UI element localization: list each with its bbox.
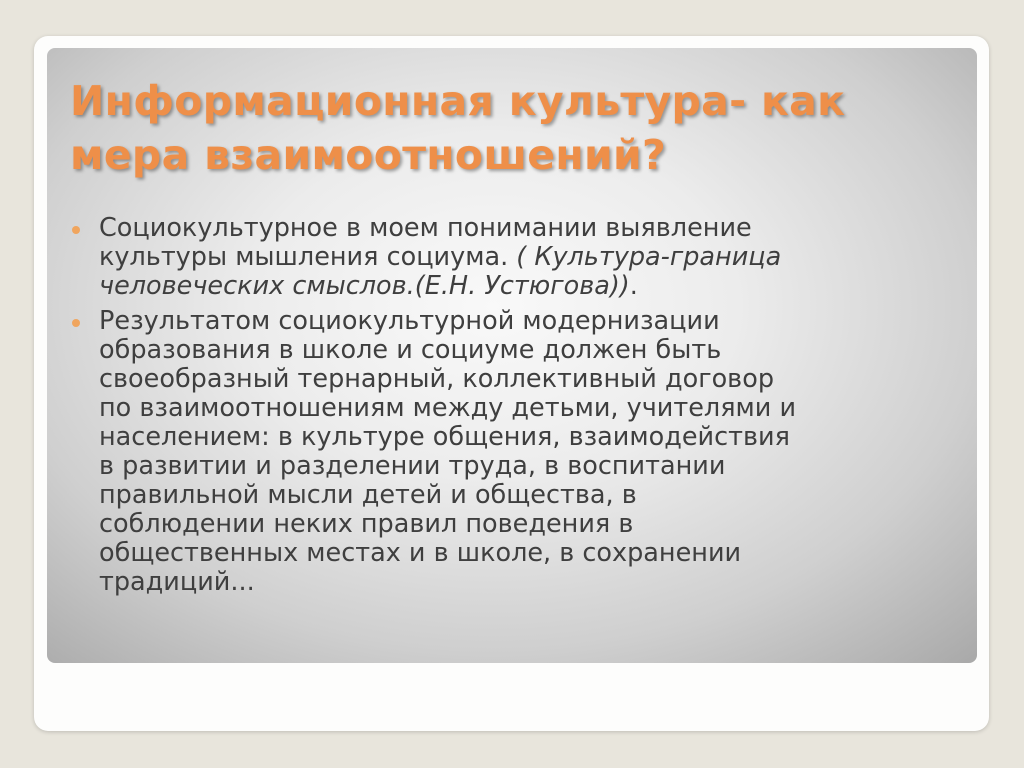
bullet-line: соблюдении неких правил поведения в [99, 509, 634, 539]
bullet-line: своеобразный тернарный, коллективный договор [99, 364, 775, 394]
bullet-line: образования в школе и социуме должен быть [99, 335, 722, 365]
bullet-dot-icon [72, 319, 80, 327]
bullet-item [72, 307, 952, 597]
bullet-line-text: Социокультурное в моем понимании выявление [99, 213, 752, 243]
bullet-text [99, 214, 952, 301]
bullet-line [99, 214, 952, 243]
bullet-line-text: культуры мышления социума. [99, 242, 517, 272]
bullet-line: населением: в культуре общения, взаимодействия [99, 422, 790, 452]
title-line: Информационная культура- как [70, 77, 846, 125]
bullet-line: по взаимоотношениям между детьми, учителями и [99, 393, 797, 423]
bullet-line: правильной мысли детей и общества, в [99, 480, 637, 510]
bullet-line: в развитии и разделении труда, в воспитании [99, 451, 726, 481]
bullet-line [99, 243, 952, 272]
bullet-list [72, 214, 952, 603]
bullet-item [72, 214, 952, 301]
bullet-line: Результатом социокультурной модернизации [99, 306, 720, 336]
citation-text: человеческих смыслов.(Е.Н. Устюгова)) [99, 271, 630, 301]
bullet-dot-icon [72, 226, 80, 234]
bullet-text [99, 307, 952, 597]
bullet-line [99, 272, 952, 301]
citation-text: ( Культура-граница [516, 242, 782, 272]
title-line: мера взаимоотношений? [70, 131, 667, 179]
slide-title [70, 74, 950, 182]
bullet-line: общественных местах и в школе, в сохранении [99, 538, 742, 568]
bullet-line: традиций... [99, 567, 255, 597]
bullet-line-tail: . [629, 271, 638, 301]
